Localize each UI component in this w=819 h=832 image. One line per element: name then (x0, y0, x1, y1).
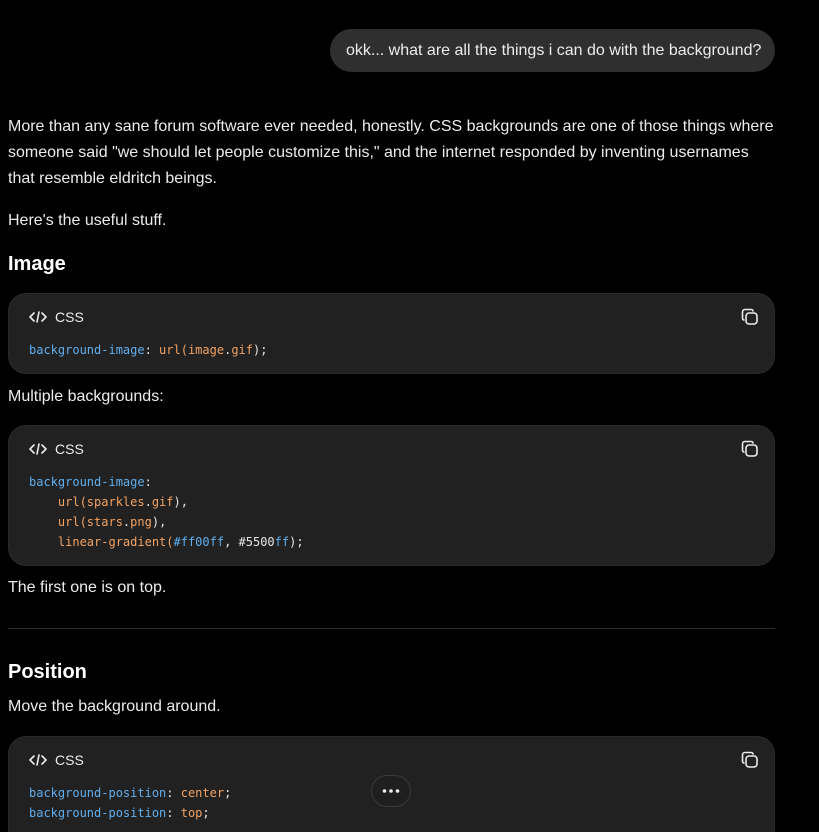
user-message-bubble (330, 29, 775, 72)
code-token: #ff00ff (173, 535, 225, 549)
code-header (9, 294, 774, 340)
code-token: url( (159, 343, 188, 357)
code-token: png (130, 515, 152, 529)
code-token: background-image (29, 343, 145, 357)
intro-paragraph: More than any sane forum software ever needed, honestly. CSS backgrounds are one of those things where someone said "we should let people customize this," and the internet responded by inventing usernames that resemble eldritch beings. (8, 118, 774, 187)
code-content (9, 472, 774, 566)
code-line (29, 340, 754, 360)
position-description: Move the background around. (8, 698, 221, 715)
code-token: . (122, 515, 131, 529)
code-content (9, 340, 774, 374)
code-token: ); (253, 343, 268, 357)
code-brackets-icon (29, 442, 47, 456)
copy-icon[interactable] (740, 307, 760, 327)
code-header (9, 426, 774, 472)
copy-icon[interactable] (740, 439, 760, 459)
code-line (29, 532, 754, 552)
code-token: ; (202, 806, 210, 820)
first-on-top-text: The first one is on top. (8, 579, 167, 596)
code-block-multiple (8, 425, 775, 566)
code-token: . (224, 343, 232, 357)
code-token: ; (224, 786, 232, 800)
code-token: : (144, 343, 160, 357)
more-options-button[interactable] (371, 775, 411, 807)
useful-paragraph: Here's the useful stuff. (8, 212, 167, 229)
code-token: linear-gradient( (29, 535, 174, 549)
code-token: gif (231, 343, 253, 357)
copy-icon[interactable] (740, 750, 760, 770)
section-divider (8, 628, 775, 629)
code-token: : (144, 475, 152, 489)
code-token: url( (29, 515, 87, 529)
code-token: . (144, 495, 152, 509)
code-token: background-image (29, 475, 145, 489)
code-token: stars (86, 515, 123, 529)
section-heading-image: Image (8, 253, 66, 275)
section-heading-position: Position (8, 661, 87, 683)
code-token: image (187, 343, 225, 357)
code-token: sparkles (86, 495, 145, 509)
code-block-image (8, 293, 775, 374)
code-token: center (180, 786, 225, 800)
code-token: : (166, 786, 181, 800)
code-token: , (224, 535, 239, 549)
code-token: background-position (29, 806, 167, 820)
code-token: top (180, 806, 203, 820)
code-brackets-icon (29, 310, 47, 324)
code-line (29, 472, 754, 492)
user-message-text: okk... what are all the things i can do with the background? (346, 41, 762, 59)
code-token: gif (151, 495, 174, 509)
code-line (29, 512, 754, 532)
code-line (29, 492, 754, 512)
code-token: ), (173, 495, 188, 509)
code-brackets-icon (29, 753, 47, 767)
more-horizontal-icon (382, 789, 400, 793)
code-token: ), (151, 515, 167, 529)
code-token: ff (274, 535, 290, 549)
code-token: : (166, 806, 181, 820)
code-token: ); (289, 535, 304, 549)
assistant-response (8, 114, 776, 234)
code-language-label: CSS (55, 441, 84, 457)
code-token: #5500 (238, 535, 275, 549)
multiple-backgrounds-label: Multiple backgrounds: (8, 388, 164, 405)
code-language-label: CSS (55, 752, 84, 768)
code-token: url( (29, 495, 87, 509)
code-token: background-position (29, 786, 167, 800)
code-language-label: CSS (55, 309, 84, 325)
